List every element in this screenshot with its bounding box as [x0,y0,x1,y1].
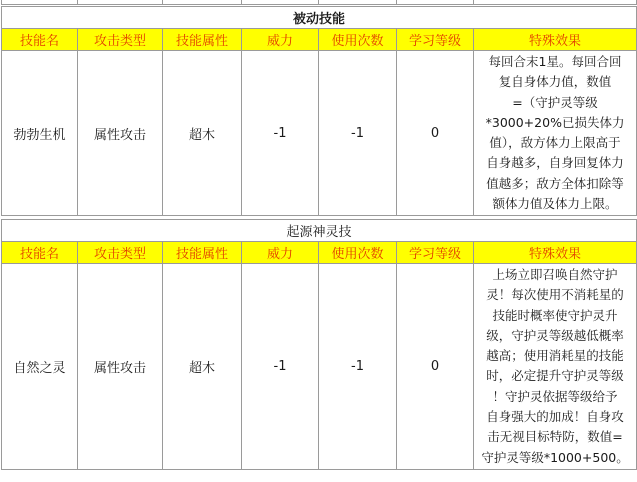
effect-line: ！守护灵依据等级给予 [492,388,618,404]
effect-line: =（守护灵等级 [512,94,598,110]
header-attack-type: 攻击类型 [78,242,163,264]
skill-attribute: 超木 [163,264,242,470]
table-header-row [2,29,637,51]
learn-level-value: 0 [397,51,474,216]
effect-line: 时，必定提升守护灵等级 [486,368,624,384]
header-skill-name: 技能名 [2,242,78,264]
header-uses: 使用次数 [319,29,397,51]
header-skill-name: 技能名 [2,29,78,51]
header-attack-type: 攻击类型 [78,29,163,51]
attack-type: 属性攻击 [78,264,163,470]
table-row [2,51,637,216]
header-power: 威力 [242,242,319,264]
header-uses: 使用次数 [319,242,397,264]
power-value: -1 [242,264,319,470]
skill-name: 勃勃生机 [2,51,78,216]
skill-attribute: 超木 [163,51,242,216]
section-title-passive: 被动技能 [2,7,637,29]
header-learn-level: 学习等级 [397,29,474,51]
header-power: 威力 [242,29,319,51]
effect-line: 值越多；敌方全体扣除等 [486,175,624,191]
effect-line: 越高；使用消耗星的技能 [486,348,624,364]
effect-line: 自身强大的加成！自身攻 [486,409,624,425]
effect-line: 值），敌方体力上限高于 [489,135,621,151]
effect-line: 复自身体力值，数值 [498,74,612,90]
special-effect-text [474,264,637,470]
header-learn-level: 学习等级 [397,242,474,264]
effect-line: 击无视目标特防，数值= [487,429,623,445]
previous-table-remnant [1,0,637,5]
uses-value: -1 [319,264,397,470]
effect-line: 自身越多，自身回复体力 [486,155,624,171]
header-special-effect: 特殊效果 [474,242,637,264]
effect-line: *3000+20%已损失体力 [485,114,625,130]
power-value: -1 [242,51,319,216]
skill-name: 自然之灵 [2,264,78,470]
learn-level-value: 0 [397,264,474,470]
effect-line: 灵！每次使用不消耗星的 [486,287,624,303]
table-row [2,264,637,470]
header-special-effect: 特殊效果 [474,29,637,51]
effect-line: 守护灵等级*1000+500。 [481,449,629,465]
header-skill-attribute: 技能属性 [163,29,242,51]
origin-skill-table [1,219,637,470]
effect-line: 上场立即召唤自然守护 [492,267,618,282]
uses-value: -1 [319,51,397,216]
effect-line: 额体力值及体力上限。 [492,196,618,212]
header-skill-attribute: 技能属性 [163,242,242,264]
special-effect-text [474,51,637,216]
effect-line: 技能时概率使守护灵升 [492,307,618,323]
passive-skill-table [1,6,637,216]
effect-line: 每回合末1星。每回合回 [488,54,622,69]
attack-type: 属性攻击 [78,51,163,216]
effect-line: 级，守护灵等级越低概率 [486,327,624,343]
table-header-row [2,242,637,264]
section-title-origin: 起源神灵技 [2,220,637,242]
